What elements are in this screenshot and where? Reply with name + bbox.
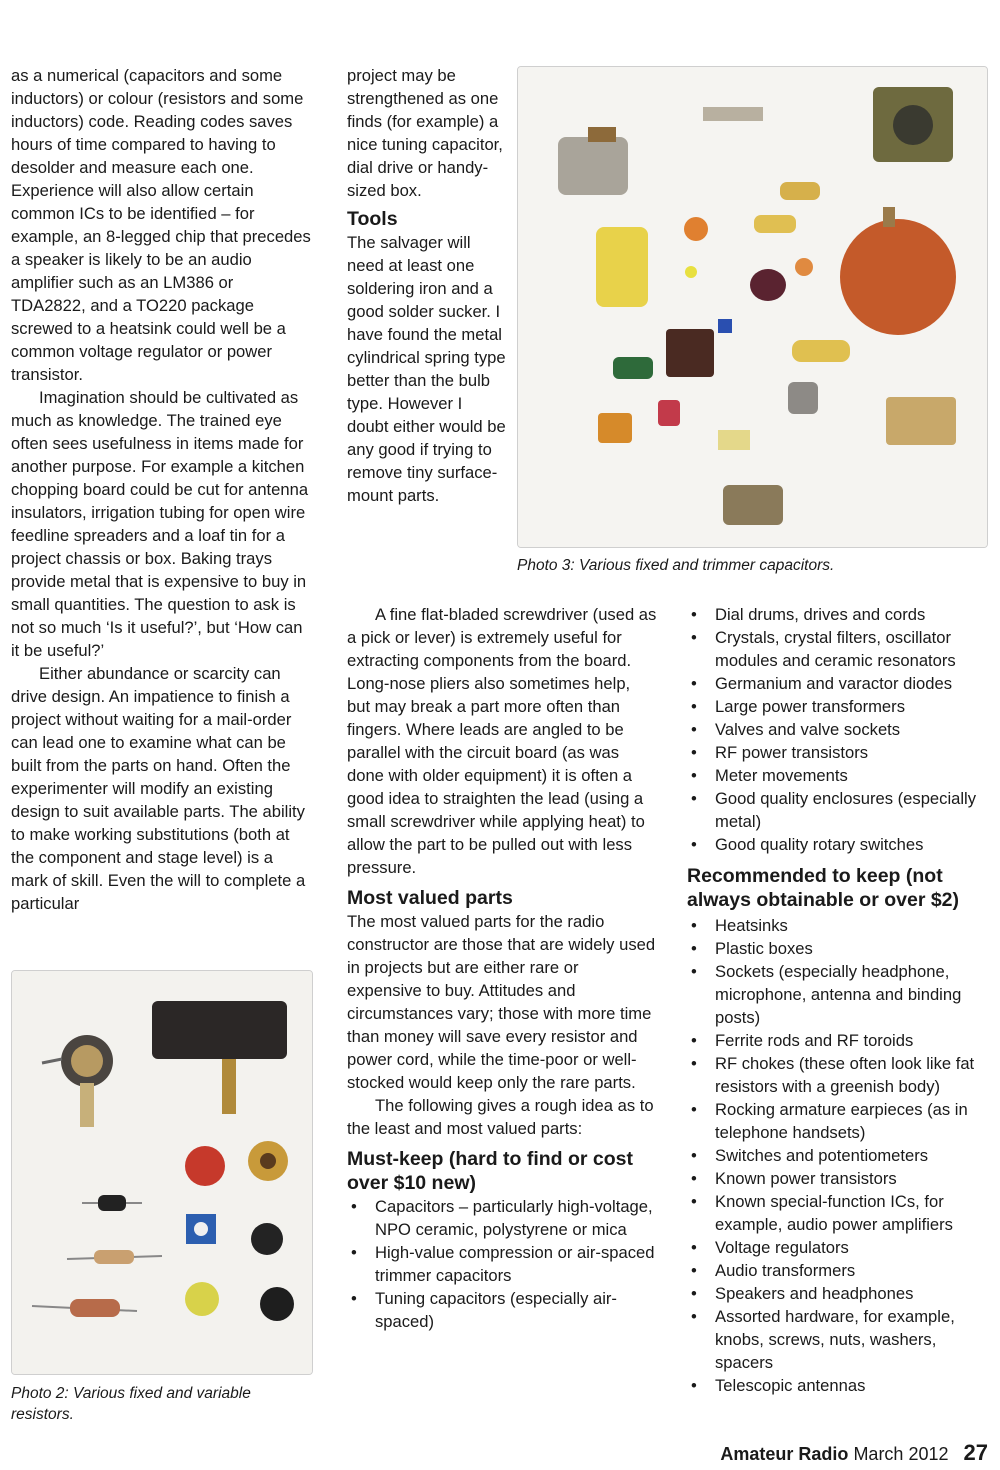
paragraph: Imagination should be cultivated as much as knowledge. The trained eye often sees usefulness in items made for another purpose. For example a kitchen chopping board could be cut for antenna insulators, irrigation tubing for open wire feedline spreaders and a loaf tin for a project chassis or box. Baking trays provide metal that is expensive to buy in small quantities. The question to ask is not so much ‘Is it useful?’, but ‘How can it be useful?’ (11, 388, 309, 660)
magazine-name: Amateur Radio (720, 1444, 849, 1464)
paragraph: The following gives a rough idea as to the least and most valued parts: (347, 1096, 654, 1138)
list-item: • Plastic boxes (687, 937, 990, 960)
list-item: • Dial drums, drives and cords (687, 603, 990, 626)
photo-2-resistors (11, 970, 313, 1375)
list-item: • Known power transistors (687, 1167, 990, 1190)
photo-3-caption: Photo 3: Various fixed and trimmer capacitors. (517, 557, 835, 574)
list-item: • Capacitors – particularly high-voltage, NPO ceramic, polystyrene or mica (347, 1195, 657, 1241)
list-item: • Sockets (especially headphone, microphone, antenna and binding posts) (687, 960, 990, 1029)
paragraph: project may be strengthened as one finds (for example) a nice tuning capacitor, dial drive or handy-sized box. (347, 66, 503, 200)
list-item: • Assorted hardware, for example, knobs, screws, nuts, washers, spacers (687, 1305, 990, 1374)
list-item: • Voltage regulators (687, 1236, 990, 1259)
list-item: • Tuning capacitors (especially air-spaced) (347, 1287, 657, 1333)
list-item: • High-value compression or air-spaced trimmer capacitors (347, 1241, 657, 1287)
list-item: • Large power transformers (687, 695, 990, 718)
paragraph: The salvager will need at least one soldering iron and a good solder sucker. I have found the metal cylindrical spring type better than the bulb type. However I doubt either would be any good if trying to remove tiny surface-mount parts. (347, 233, 506, 505)
heading-most-valued: Most valued parts (347, 887, 513, 909)
must-keep-list-continued (687, 603, 990, 856)
recommended-list (687, 914, 990, 1397)
page-footer (720, 1440, 988, 1466)
page-number: 27 (963, 1440, 988, 1465)
column-2 (347, 603, 657, 1333)
heading-must-keep: Must-keep (hard to find or cost over $10 new) (347, 1148, 634, 1194)
photo-2-caption: Photo 2: Various fixed and variable resistors. (11, 1385, 251, 1423)
list-item: • Known special-function ICs, for example, audio power amplifiers (687, 1190, 990, 1236)
list-item: • Good quality enclosures (especially metal) (687, 787, 990, 833)
column-1 (11, 64, 311, 915)
list-item: • Meter movements (687, 764, 990, 787)
column-2-top (347, 64, 507, 507)
list-item: • RF power transistors (687, 741, 990, 764)
list-item: • Heatsinks (687, 914, 990, 937)
list-item: • Speakers and headphones (687, 1282, 990, 1305)
list-item: • RF chokes (these often look like fat resistors with a greenish body) (687, 1052, 990, 1098)
resistors-illustration (12, 971, 312, 1374)
list-item: • Germanium and varactor diodes (687, 672, 990, 695)
issue-date: March 2012 (853, 1444, 949, 1464)
list-item: • Ferrite rods and RF toroids (687, 1029, 990, 1052)
list-item: • Audio transformers (687, 1259, 990, 1282)
list-item: • Valves and valve sockets (687, 718, 990, 741)
list-item: • Switches and potentiometers (687, 1144, 990, 1167)
capacitors-illustration (518, 67, 987, 547)
must-keep-list (347, 1195, 657, 1333)
paragraph: as a numerical (capacitors and some inductors) or colour (resistors and some inductors) code. Reading codes saves hours of time compared to having to desolder and measure each one. Experience will also allow certain common ICs to be identified – for example, an 8-legged chip that precedes a speaker is likely to be an audio amplifier such as an LM386 or TDA2822, and a TO220 package screwed to a heatsink could well be a common voltage regulator or power transistor. (11, 66, 311, 384)
heading-tools: Tools (347, 208, 398, 230)
paragraph: The most valued parts for the radio constructor are those that are widely used in projects but are either rare or expensive to buy. Attitudes and circumstances vary; those with more time than money will save every resistor and power cord, while the time-poor or well-stocked would keep only the rare parts. (347, 912, 656, 1092)
paragraph: Either abundance or scarcity can drive design. An impatience to finish a project without waiting for a mail-order can lead one to examine what can be built from the parts on hand. Often the experimenter will modify an existing design to suit available parts. The ability to make working substitutions (both at the component and stage level) is a mark of skill. Even the will to complete a particular (11, 664, 306, 913)
list-item: • Telescopic antennas (687, 1374, 990, 1397)
list-item: • Crystals, crystal filters, oscillator modules and ceramic resonators (687, 626, 990, 672)
paragraph: A fine flat-bladed screwdriver (used as a pick or lever) is extremely useful for extracting components from the board. Long-nose pliers also sometimes help, but may break a part more often than fingers. Where leads are angled to be parallel with the circuit board (as was done with older equipment) it is often a good idea to straighten the lead (using a small screwdriver while applying heat) to allow the part to be pulled out with less pressure. (347, 605, 657, 877)
column-3 (687, 603, 990, 1397)
photo-3-capacitors (517, 66, 988, 548)
list-item: • Rocking armature earpieces (as in telephone handsets) (687, 1098, 990, 1144)
list-item: • Good quality rotary switches (687, 833, 990, 856)
heading-recommended: Recommended to keep (not always obtainable or over $2) (687, 865, 960, 911)
